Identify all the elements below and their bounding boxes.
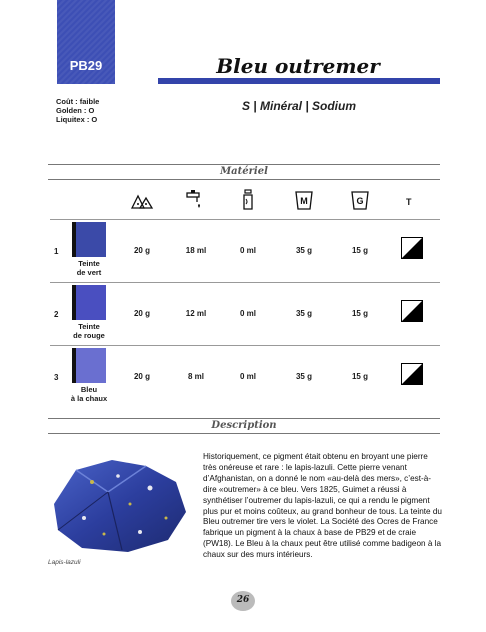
cost-line: Coût : faible [56, 97, 100, 106]
t-header: T [406, 197, 412, 207]
bottle-value: 0 ml [239, 309, 256, 318]
svg-text:M: M [300, 196, 308, 206]
description-text: Historiquement, ce pigment était obtenu en broyant une pierre très onéreuse et rare : le lapis-lazuli. Cette pierre venant d’Afghanistan, on a donné le nom «au-delà des mers», c’est-à-dire «outremer» à ce bleu. Vers 1825, Guimet a réussi à synthétiser l’outremer du lapis-lazuli, ce qui a rendu le pigment plus pur et moins coûteux, au grand bonheur de tous. La teinte du Bleu outremer tire vers le violet. La Société des Ocres de France fabrique un pigment à la chaux à base de PB29 et de craie (PW18). Le Bleu à la chaux peut être utilisé comme badigeon à la chaux sur des murs intérieurs. [203, 452, 442, 560]
color-swatch [72, 348, 106, 383]
cost-info [56, 97, 99, 124]
row-number: 3 [54, 373, 59, 382]
water-tap-icon [184, 188, 208, 212]
medium-value: 35 g [295, 309, 312, 318]
bottle-value: 0 ml [239, 372, 256, 381]
color-swatch [72, 285, 106, 320]
swatch-label: Teinte de vert [76, 259, 102, 277]
swatch-label: Bleu à la chaux [70, 385, 108, 403]
gum-jar-icon [348, 188, 372, 212]
transparency-icon [401, 300, 423, 322]
color-swatch [72, 222, 106, 257]
section-title-description: Description [211, 420, 277, 431]
page-number: 26 [236, 595, 250, 605]
title-underline [158, 78, 440, 84]
page-title: Bleu outremer [216, 54, 380, 78]
medium-value: 35 g [295, 372, 312, 381]
row-divider [50, 282, 440, 283]
svg-text:G: G [356, 196, 364, 206]
water-bottle-icon [236, 188, 260, 212]
pigment-tags: S | Minéral | Sodium [241, 99, 357, 113]
medium-value: 35 g [295, 246, 312, 255]
section-title-materials: Matériel [220, 166, 268, 177]
pigment-code: PB29 [69, 58, 103, 73]
section-line [48, 164, 440, 165]
section-line [48, 418, 440, 419]
pigment-mountain-icon [130, 188, 154, 212]
row-divider [50, 345, 440, 346]
row-divider [50, 219, 440, 220]
row-number: 1 [54, 247, 59, 256]
transparency-icon [401, 237, 423, 259]
gum-value: 15 g [351, 309, 368, 318]
tap-value: 8 ml [187, 372, 204, 381]
lapis-lazuli-image [48, 452, 190, 557]
swatch-label: Teinte de rouge [73, 322, 105, 340]
bottle-value: 0 ml [239, 246, 256, 255]
pigment-value: 20 g [133, 246, 150, 255]
row-number: 2 [54, 310, 59, 319]
section-line [48, 433, 440, 434]
tap-value: 12 ml [185, 309, 207, 318]
pigment-value: 20 g [133, 309, 150, 318]
section-line [48, 179, 440, 180]
tap-value: 18 ml [185, 246, 207, 255]
image-caption: Lapis-lazuli [48, 559, 81, 566]
gum-value: 15 g [351, 372, 368, 381]
pigment-value: 20 g [133, 372, 150, 381]
transparency-icon [401, 363, 423, 385]
liquitex-line: Liquitex : O [56, 115, 98, 124]
golden-line: Golden : O [56, 106, 95, 115]
medium-jar-icon [292, 188, 316, 212]
gum-value: 15 g [351, 246, 368, 255]
